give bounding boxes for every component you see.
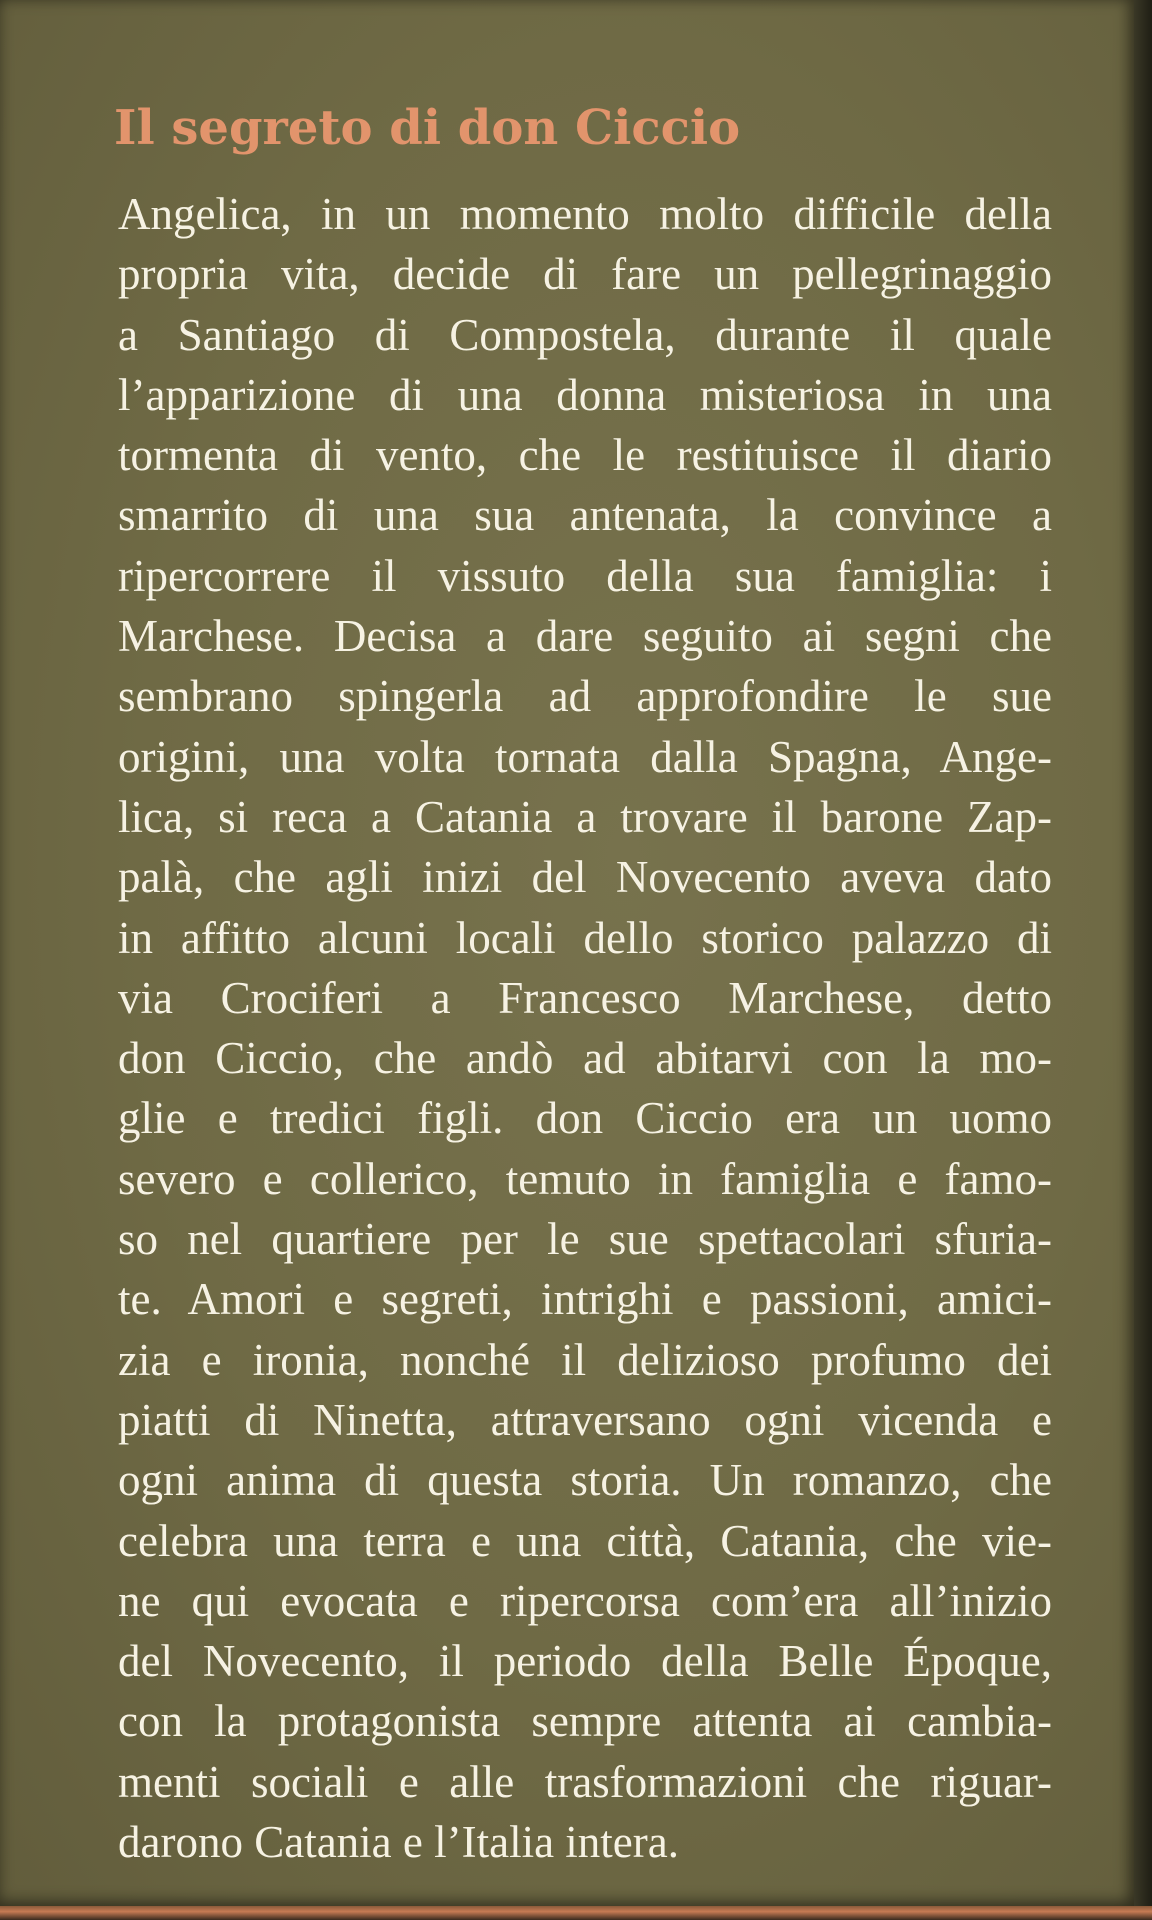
synopsis-line: Marchese. Decisa a dare seguito ai segni che: [118, 611, 1052, 662]
synopsis-line: del Novecento, il periodo della Belle Époque,: [118, 1636, 1052, 1687]
synopsis-line: a Santiago di Compostela, durante il quale: [118, 309, 1052, 360]
book-title: Il segreto di don Ciccio: [114, 100, 741, 156]
synopsis-line: darono Catania e l’Italia intera.: [118, 1817, 679, 1868]
synopsis-line: menti sociali e alle trasformazioni che riguar-: [118, 1756, 1052, 1807]
synopsis-line: in affitto alcuni locali dello storico palazzo di: [118, 912, 1052, 963]
book-spine-edge: [1134, 0, 1152, 1920]
synopsis-line: lica, si reca a Catania a trovare il barone Zap-: [118, 791, 1052, 842]
synopsis-line: zia e ironia, nonché il delizioso profumo dei: [118, 1334, 1052, 1385]
synopsis: [118, 184, 1052, 1872]
synopsis-line: glie e tredici figli. don Ciccio era un uomo: [118, 1093, 1052, 1144]
synopsis-line: con la protagonista sempre attenta ai cambia-: [118, 1696, 1052, 1747]
synopsis-line: ripercorrere il vissuto della sua famiglia: i: [118, 550, 1052, 601]
synopsis-line: palà, che agli inizi del Novecento aveva dato: [118, 852, 1052, 903]
synopsis-line: via Crociferi a Francesco Marchese, detto: [118, 972, 1052, 1023]
synopsis-line: l’apparizione di una donna misteriosa in una: [118, 369, 1052, 420]
synopsis-line: Angelica, in un momento molto difficile della: [118, 189, 1052, 239]
synopsis-line: origini, una volta tornata dalla Spagna, Ange-: [118, 731, 1052, 782]
synopsis-line: tormenta di vento, che le restituisce il diario: [118, 430, 1052, 481]
synopsis-line: severo e collerico, temuto in famiglia e famo-: [118, 1153, 1052, 1204]
synopsis-line: ogni anima di questa storia. Un romanzo, che: [118, 1455, 1052, 1506]
synopsis-line: so nel quartiere per le sue spettacolari sfuria-: [118, 1214, 1052, 1265]
synopsis-line: ne qui evocata e ripercorsa com’era all’inizio: [118, 1575, 1052, 1626]
synopsis-line: piatti di Ninetta, attraversano ogni vicenda e: [118, 1394, 1052, 1445]
synopsis-line: propria vita, decide di fare un pellegrinaggio: [118, 249, 1052, 300]
synopsis-line: smarrito di una sua antenata, la convince a: [118, 490, 1052, 541]
synopsis-line: don Ciccio, che andò ad abitarvi con la mo-: [118, 1033, 1052, 1084]
book-bottom-edge: [0, 1906, 1152, 1920]
synopsis-line: sembrano spingerla ad approfondire le sue: [118, 671, 1052, 722]
synopsis-line: te. Amori e segreti, intrighi e passioni, amici-: [118, 1274, 1052, 1325]
synopsis-line: celebra una terra e una città, Catania, che vie-: [118, 1515, 1052, 1566]
